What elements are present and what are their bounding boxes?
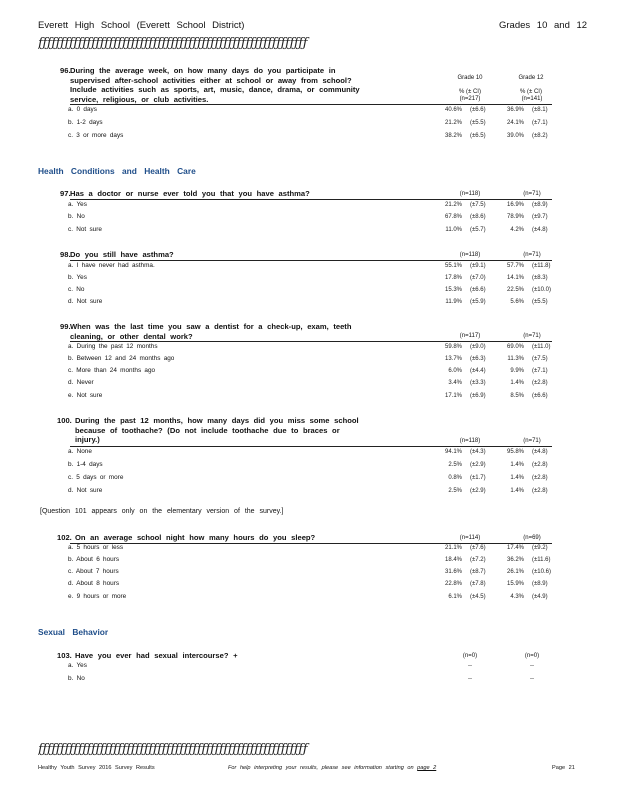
grade-10-unit: % (± CI) [459, 89, 481, 95]
grade-10-heading: Grade 10 [457, 75, 483, 81]
option-label: c. Not sure [68, 226, 102, 233]
grade-10-ci: (±7.2) [470, 557, 486, 563]
grade-12-ci: (±2.8) [532, 475, 548, 481]
question-text: Do you still have asthma? [70, 250, 174, 259]
grade-10-percent: -- [468, 676, 472, 682]
grade-12-percent: 15.9% [506, 581, 524, 587]
footer-survey-name: Healthy Youth Survey 2016 Survey Results [38, 765, 155, 771]
option-label: c. No [68, 286, 85, 293]
grade-12-percent: 16.9% [506, 202, 524, 208]
grade-12-ci: (±7.5) [532, 356, 548, 362]
grade-10-percent: 21.2% [444, 202, 462, 208]
question-rule [70, 446, 552, 447]
grade-12-unit: % (± CI) [520, 89, 542, 95]
grade-12-percent: 1.4% [510, 475, 524, 481]
option-label: a. Yes [68, 662, 87, 669]
grade-10-percent: 17.8% [444, 275, 462, 281]
grade-10-percent: 21.2% [444, 120, 462, 126]
option-label: d. About 8 hours [68, 580, 120, 587]
question-text: Have you ever had sexual intercourse? + [75, 651, 238, 660]
option-label: a. None [68, 448, 92, 455]
grade-10-percent: 94.1% [444, 449, 462, 455]
grade-10-percent: 13.7% [444, 356, 462, 362]
n-grade-10: (n=117) [459, 333, 481, 339]
grade-12-ci: (±4.9) [532, 594, 548, 600]
option-label: c. More than 24 months ago [68, 367, 156, 374]
grade-10-ci: (±9.0) [470, 344, 486, 350]
grade-12-percent: 26.1% [506, 569, 524, 575]
option-label: c. 3 or more days [68, 132, 124, 139]
option-label: d. Not sure [68, 487, 103, 494]
option-label: e. Not sure [68, 392, 103, 399]
grade-12-percent: -- [530, 676, 534, 682]
grade-12-ci: (±7.1) [532, 368, 548, 374]
grade-12-percent: 4.2% [510, 227, 524, 233]
option-label: b. No [68, 213, 85, 220]
grade-10-percent: 11.0% [445, 227, 462, 233]
question-number: 100. [57, 416, 72, 425]
grade-10-percent: 67.8% [444, 214, 462, 220]
option-label: c. About 7 hours [68, 568, 119, 575]
question-text: Has a doctor or nurse ever told you that you have asthma? [70, 189, 310, 198]
footer-page-link[interactable]: page 2 [417, 765, 437, 771]
grade-10-ci: (±1.7) [470, 475, 486, 481]
n-grade-12: (n=71) [523, 438, 541, 444]
grade-12-ci: (±11.8) [532, 263, 551, 269]
grade-12-percent: 57.7% [506, 263, 524, 269]
grade-12-ci: (±8.9) [532, 202, 548, 208]
n-grade-12: (n=69) [523, 535, 541, 541]
grade-10-ci: (±4.5) [470, 594, 486, 600]
grade-12-heading: Grade 12 [518, 75, 544, 81]
question-text: When was the last time you saw a dentist for a check-up, exam, teeth cleaning, or other dental work? [70, 322, 352, 341]
n-grade-12: (n=141) [521, 96, 543, 102]
grade-12-percent: 5.6% [510, 299, 524, 305]
grade-12-percent: 17.4% [506, 545, 524, 551]
footer-help-text [228, 765, 436, 771]
grade-12-percent: 9.9% [510, 368, 524, 374]
grade-12-ci: (±11.0) [532, 344, 551, 350]
question-rule [70, 341, 552, 342]
grade-10-ci: (±3.3) [470, 380, 486, 386]
grade-12-ci: (±8.3) [532, 275, 548, 281]
decorative-rule-bottom: ƒƒƒƒƒƒƒƒƒƒƒƒƒƒƒƒƒƒƒƒƒƒƒƒƒƒƒƒƒƒƒƒƒƒƒƒƒƒƒƒƒƒƒƒƒƒƒƒƒƒƒƒƒƒƒƒƒƒƒƒƒ [38, 742, 308, 757]
option-label: b. 1-4 days [68, 461, 103, 468]
grade-10-ci: (±7.0) [470, 275, 486, 281]
grade-10-percent: 6.1% [448, 594, 462, 600]
n-grade-12: (n=71) [523, 191, 541, 197]
grade-10-ci: (±6.9) [470, 393, 486, 399]
grade-10-ci: (±7.8) [470, 581, 486, 587]
grade-12-ci: (±5.5) [532, 299, 548, 305]
grade-12-ci: (±10.6) [532, 569, 551, 575]
option-label: b. Between 12 and 24 months ago [68, 355, 175, 362]
grade-10-percent: 2.5% [448, 488, 462, 494]
grade-10-percent: 40.6% [444, 107, 462, 113]
n-grade-12: (n=0) [524, 653, 540, 659]
question-text: During the average week, on how many days do you participate in supervised after-school activities either at school or away from school? Include activities such as sports, art, music, dance, drama, or community service, religious, or club activities. [70, 66, 360, 104]
grade-12-percent: 11.3% [507, 356, 524, 362]
option-label: a. Yes [68, 201, 87, 208]
grade-12-ci: (±11.6) [532, 557, 551, 563]
grade-10-percent: 55.1% [444, 263, 462, 269]
n-grade-12: (n=71) [523, 252, 541, 258]
option-label: b. About 6 hours [68, 556, 120, 563]
grade-12-ci: (±8.1) [532, 107, 548, 113]
grade-12-percent: 4.3% [510, 594, 524, 600]
grade-10-ci: (±8.7) [470, 569, 486, 575]
grade-12-ci: (±7.1) [532, 120, 548, 126]
grade-10-ci: (±2.9) [470, 462, 486, 468]
grade-12-ci: (±4.8) [532, 227, 548, 233]
question-rule [70, 260, 552, 261]
grade-10-percent: 38.2% [444, 133, 462, 139]
grade-12-percent: 1.4% [510, 380, 524, 386]
school-header: Everett High School (Everett School District) [38, 20, 245, 31]
grade-10-percent: 15.3% [444, 287, 462, 293]
grade-12-percent: 24.1% [506, 120, 524, 126]
n-grade-10: (n=0) [462, 653, 478, 659]
grade-10-percent: 18.4% [444, 557, 462, 563]
question-text: During the past 12 months, how many days did you miss some school because of toothache? (Do not include toothache due to braces or injury.) [75, 416, 359, 445]
grade-12-percent: 8.5% [510, 393, 524, 399]
grade-10-ci: (±7.5) [470, 202, 486, 208]
grade-12-percent: 1.4% [510, 462, 524, 468]
question-number: 96. [60, 66, 71, 75]
grade-10-percent: 11.9% [445, 299, 462, 305]
grade-10-percent: 22.8% [444, 581, 462, 587]
grade-12-ci: (±8.9) [532, 581, 548, 587]
option-label: a. 5 hours or less [68, 544, 124, 551]
footer-help-lead: For help interpreting your results, please see information starting on [228, 765, 414, 771]
grade-12-ci: (±8.2) [532, 133, 548, 139]
question-number: 103. [57, 651, 72, 660]
grade-12-ci: (±2.8) [532, 488, 548, 494]
option-label: a. During the past 12 months [68, 343, 158, 350]
survey-version-note: [Question 101 appears only on the elementary version of the survey.] [40, 508, 284, 515]
grade-10-percent: 2.5% [448, 462, 462, 468]
option-label: e. 9 hours or more [68, 593, 127, 600]
question-number: 97. [60, 189, 71, 198]
option-label: b. Yes [68, 274, 87, 281]
section-heading-health: Health Conditions and Health Care [38, 166, 196, 176]
question-number: 98. [60, 250, 71, 259]
grade-10-ci: (±9.1) [470, 263, 486, 269]
grade-12-percent: 1.4% [510, 488, 524, 494]
option-label: c. 5 days or more [68, 474, 124, 481]
grade-10-ci: (±4.4) [470, 368, 486, 374]
question-rule [70, 199, 552, 200]
grade-10-percent: 21.1% [444, 545, 462, 551]
option-label: d. Not sure [68, 298, 103, 305]
grade-12-percent: 95.8% [506, 449, 524, 455]
grades-header: Grades 10 and 12 [499, 20, 588, 31]
question-text: On an average school night how many hours do you sleep? [75, 533, 316, 542]
option-label: d. Never [68, 379, 94, 386]
n-grade-10: (n=118) [459, 438, 481, 444]
grade-12-percent: 78.9% [506, 214, 524, 220]
question-rule [70, 543, 552, 544]
n-grade-10: (n=114) [459, 535, 481, 541]
grade-12-ci: (±10.0) [532, 287, 551, 293]
grade-10-ci: (±6.6) [470, 287, 486, 293]
decorative-rule-top: ƒƒƒƒƒƒƒƒƒƒƒƒƒƒƒƒƒƒƒƒƒƒƒƒƒƒƒƒƒƒƒƒƒƒƒƒƒƒƒƒƒƒƒƒƒƒƒƒƒƒƒƒƒƒƒƒƒƒƒƒƒ [38, 36, 308, 51]
option-label: b. No [68, 675, 85, 682]
n-grade-12: (n=71) [523, 333, 541, 339]
grade-10-ci: (±7.6) [470, 545, 486, 551]
question-number: 99. [60, 322, 71, 331]
grade-10-ci: (±5.7) [470, 227, 486, 233]
grade-12-percent: 22.5% [506, 287, 524, 293]
option-label: a. I have never had asthma. [68, 262, 155, 269]
grade-10-percent: 17.1% [444, 393, 462, 399]
grade-10-percent: 59.8% [444, 344, 462, 350]
option-label: a. 0 days [68, 106, 97, 113]
grade-12-ci: (±9.2) [532, 545, 548, 551]
footer-page-number: Page 21 [552, 765, 575, 771]
question-number: 102. [57, 533, 72, 542]
n-grade-10: (n=217) [459, 96, 481, 102]
grade-12-percent: 36.9% [506, 107, 524, 113]
grade-10-ci: (±5.5) [470, 120, 486, 126]
grade-10-percent: 0.8% [448, 475, 462, 481]
grade-12-percent: 36.2% [506, 557, 524, 563]
section-heading-sexual: Sexual Behavior [38, 627, 109, 637]
grade-10-ci: (±5.9) [470, 299, 486, 305]
n-grade-10: (n=118) [459, 252, 481, 258]
grade-12-percent: 69.0% [506, 344, 524, 350]
option-label: b. 1-2 days [68, 119, 103, 126]
grade-12-ci: (±6.6) [532, 393, 548, 399]
grade-12-percent: 14.1% [506, 275, 524, 281]
grade-10-percent: 3.4% [448, 380, 462, 386]
grade-10-ci: (±6.5) [470, 133, 486, 139]
grade-12-ci: (±4.8) [532, 449, 548, 455]
grade-12-percent: -- [530, 663, 534, 669]
grade-10-ci: (±2.9) [470, 488, 486, 494]
grade-10-ci: (±8.6) [470, 214, 486, 220]
grade-12-ci: (±2.8) [532, 462, 548, 468]
grade-10-ci: (±6.6) [470, 107, 486, 113]
grade-10-percent: 6.0% [448, 368, 462, 374]
grade-10-ci: (±4.3) [470, 449, 486, 455]
grade-10-percent: 31.6% [444, 569, 462, 575]
n-grade-10: (n=118) [459, 191, 481, 197]
grade-12-percent: 39.0% [506, 133, 524, 139]
question-rule [70, 104, 552, 105]
grade-12-ci: (±2.8) [532, 380, 548, 386]
grade-12-ci: (±9.7) [532, 214, 548, 220]
grade-10-percent: -- [468, 663, 472, 669]
grade-10-ci: (±6.3) [470, 356, 486, 362]
